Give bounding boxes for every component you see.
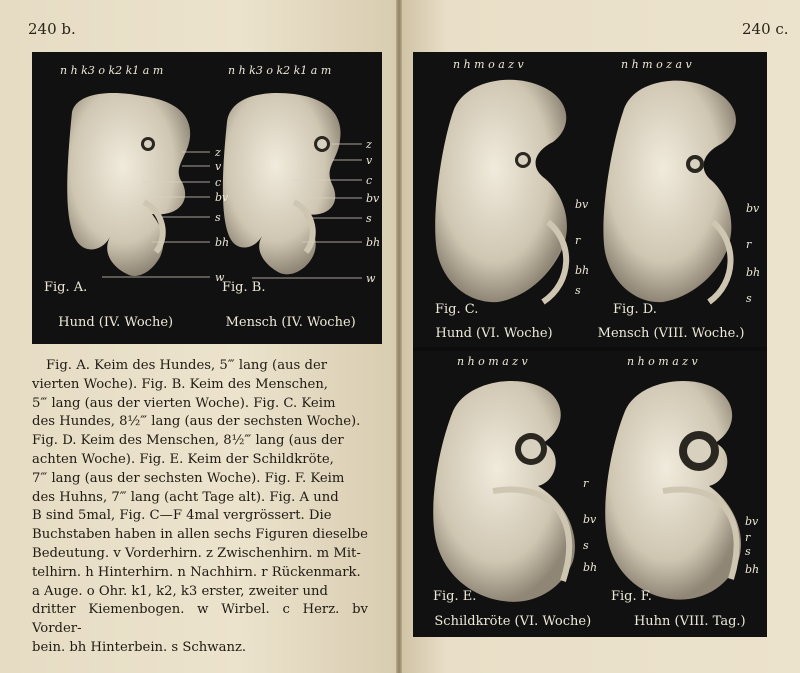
description-line: B sind 5mal, Fig. C—F 4mal vergrössert. Die [32, 508, 332, 524]
description-line: Buchstaben haben in allen sechs Figuren dieselbe [32, 527, 368, 543]
fig-b-label: Fig. B. [222, 280, 266, 295]
fig-d-side-s: s [746, 292, 752, 305]
right-page-number: 240 c. [742, 20, 789, 38]
fig-c-side-r: r [575, 234, 581, 247]
plate-fig-e-f [413, 351, 767, 637]
book-gutter [396, 0, 402, 673]
caption-fig-d: Mensch (VIII. Woche.) [597, 326, 745, 341]
fig-a-side-bh: bh [215, 236, 230, 249]
embryo-fig-b [223, 93, 341, 274]
description-line: achten Woche). Fig. E. Keim der Schildkröte, [32, 451, 334, 467]
description-line: a Auge. o Ohr. k1, k2, k3 erster, zweiter und [32, 583, 328, 599]
fig-b-side-bh: bh [366, 236, 381, 249]
caption-fig-e: Schildkröte (VI. Woche) [434, 614, 592, 629]
fig-a-side-bv: bv [215, 191, 229, 204]
embryo-fig-d [603, 81, 736, 303]
fig-b-side-v: v [366, 154, 373, 167]
fig-f-top-letters: n h o m a z v [627, 355, 698, 368]
fig-f-side-r: r [745, 531, 751, 544]
description-line: Fig. A. Keim des Hundes, 5‴ lang (aus der [46, 358, 328, 373]
figure-description [32, 357, 368, 658]
fig-a-label: Fig. A. [44, 280, 88, 295]
fig-c-side-s: s [575, 284, 581, 297]
fig-f-side-bh: bh [745, 563, 760, 576]
caption-fig-a: Hund (IV. Woche) [58, 315, 174, 330]
plate-fig-c-d [413, 52, 767, 347]
description-line: bein. bh Hinterbein. s Schwanz. [32, 639, 247, 655]
fig-a-side-w: w [215, 271, 225, 284]
fig-a-side-z: z [215, 146, 221, 159]
fig-b-side-c: c [366, 174, 373, 187]
description-line: telhirn. h Hinterhirn. n Nachhirn. r Rückenmark. [32, 564, 361, 580]
fig-a-side-v: v [215, 160, 222, 173]
left-page-number: 240 b. [28, 20, 76, 38]
caption-fig-c: Hund (VI. Woche) [435, 326, 553, 341]
plate-fig-a-b [32, 52, 382, 344]
fig-d-side-bh: bh [746, 266, 761, 279]
embryo-fig-a [67, 93, 190, 276]
embryo-fig-c [435, 80, 567, 302]
fig-c-side-bh: bh [575, 264, 590, 277]
fig-e-side-s: s [583, 539, 589, 552]
fig-a-top-letters: n h k3 o k2 k1 a m [60, 64, 164, 77]
fig-d-label: Fig. D. [613, 302, 657, 317]
caption-row-a-b [32, 315, 382, 330]
fig-b-side-bv: bv [366, 192, 380, 205]
description-line: vierten Woche). Fig. B. Keim des Menschen, [32, 376, 329, 392]
description-line: Fig. D. Keim des Menschen, 8½‴ lang (aus der [32, 433, 344, 449]
fig-a-side-c: c [215, 176, 222, 189]
fig-c-top-letters: n h m o a z v [453, 58, 524, 71]
caption-row-c-d [413, 326, 767, 341]
fig-e-side-bh: bh [583, 561, 598, 574]
fig-b-side-z: z [366, 138, 372, 151]
fig-c-side-bv: bv [575, 198, 589, 211]
description-line: 7‴ lang (aus der sechsten Woche). Fig. F. Keim [32, 470, 345, 486]
fig-e-side-r: r [583, 477, 589, 490]
fig-b-side-s: s [366, 212, 372, 225]
fig-d-side-bv: bv [746, 202, 760, 215]
description-line: 5‴ lang (aus der vierten Woche). Fig. C. Keim [32, 395, 336, 411]
caption-fig-b: Mensch (IV. Woche) [225, 315, 356, 330]
caption-fig-f: Huhn (VIII. Tag.) [633, 614, 746, 629]
fig-d-top-letters: n h m o z a v [621, 58, 692, 71]
caption-row-e-f [413, 614, 767, 629]
fig-f-label: Fig. F. [611, 589, 652, 604]
description-line: Bedeutung. v Vorderhirn. z Zwischenhirn. m Mit- [32, 545, 361, 561]
fig-e-top-letters: n h o m a z v [457, 355, 528, 368]
fig-b-top-letters: n h k3 o k2 k1 a m [228, 64, 332, 77]
fig-f-side-s: s [745, 545, 751, 558]
fig-c-label: Fig. C. [435, 302, 479, 317]
description-line: des Huhns, 7‴ lang (acht Tage alt). Fig. A und [32, 489, 339, 505]
fig-e-label: Fig. E. [433, 589, 477, 604]
fig-f-side-bv: bv [745, 515, 759, 528]
description-line: dritter Kiemenbogen. w Wirbel. c Herz. bv Vorder- [32, 602, 368, 637]
fig-e-side-bv: bv [583, 513, 597, 526]
fig-a-side-s: s [215, 211, 221, 224]
fig-b-side-w: w [366, 272, 376, 285]
fig-d-side-r: r [746, 238, 752, 251]
description-line: des Hundes, 8½‴ lang (aus der sechsten Woche). [32, 414, 361, 430]
embryo-drawings-a-b [32, 52, 382, 344]
